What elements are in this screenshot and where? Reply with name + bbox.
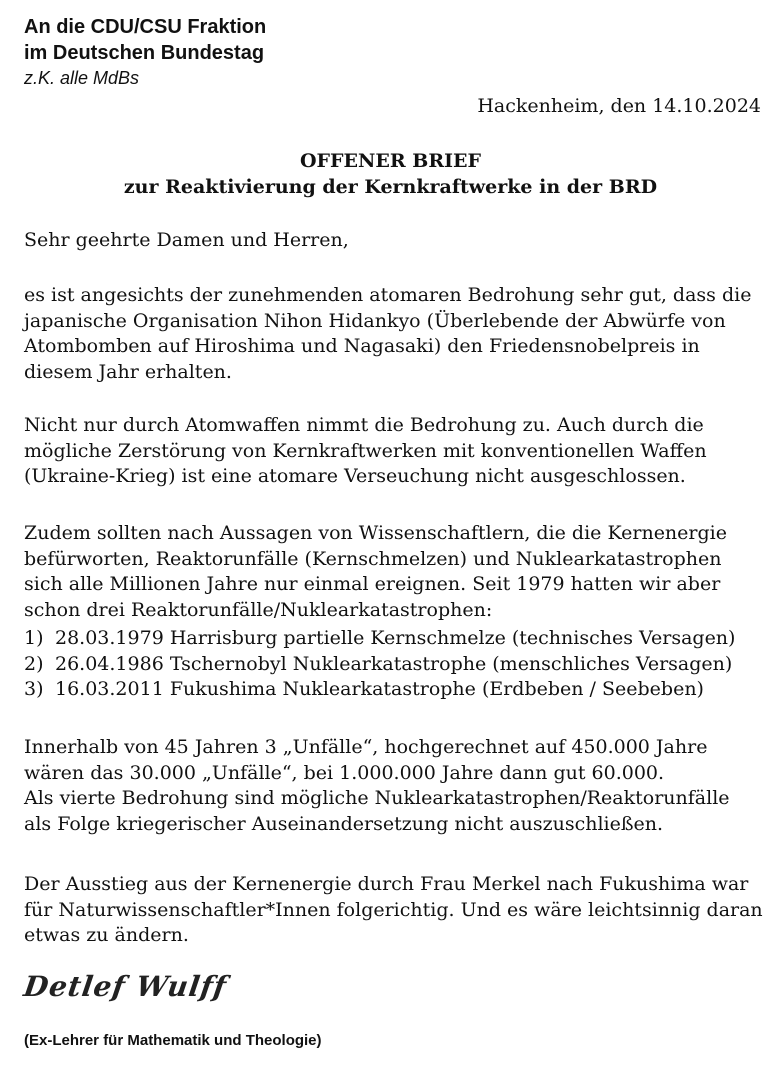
paragraph-3: Zudem sollten nach Aussagen von Wissenschaftlern, die die Kernenergie befürworten, Reaktorunfälle (Kernschmelzen) und Nuklearkatastrophen sich alle Millionen Jahre nur einmal ereignen. Seit 1979 hatten wir aber schon drei Reaktorunfälle/Nuklearkatastrophen: — [24, 522, 727, 621]
list-item-text: 28.03.1979 Harrisburg partielle Kernschmelze (technisches Versagen) — [55, 627, 736, 649]
letter-title — [0, 148, 781, 200]
list-item — [24, 626, 764, 652]
recipient-line-1: An die CDU/CSU Fraktion — [24, 16, 267, 38]
recipient-block — [24, 14, 266, 90]
recipient-line-2: im Deutschen Bundestag — [24, 42, 265, 64]
title-line-2: zur Reaktivierung der Kernkraftwerke in der BRD — [123, 176, 658, 198]
list-item-text: 16.03.2011 Fukushima Nuklearkatastrophe (Erdbeben / Seebeben) — [55, 678, 704, 700]
paragraph-1: es ist angesichts der zunehmenden atomaren Bedrohung sehr gut, dass die japanische Organisation Nihon Hidankyo (Überlebende der Abwürfe von Atombomben auf Hiroshima und Nagasaki) den Friedensnobelpreis in diesem Jahr erhalten. — [24, 284, 752, 383]
signature: Detlef Wulff — [21, 970, 229, 1003]
paragraph-4: Innerhalb von 45 Jahren 3 „Unfälle“, hochgerechnet auf 450.000 Jahre wären das 30.000 „Unfälle“, bei 1.000.000 Jahre dann gut 60.000. Als vierte Bedrohung sind mögliche Nuklearkatastrophen/Reaktorunfälle als Folge kriegerischer Auseinandersetzung nicht auszuschließen. — [24, 736, 730, 835]
salutation: Sehr geehrte Damen und Herren, — [24, 229, 349, 251]
recipient-cc: z.K. alle MdBs — [24, 68, 140, 88]
paragraph-5: Der Ausstieg aus der Kernenergie durch Frau Merkel nach Fukushima war für Naturwissenschaftler*Innen folgerichtig. Und es wäre leichtsinnig daran etwas zu ändern. — [24, 873, 763, 946]
paragraph-2: Nicht nur durch Atomwaffen nimmt die Bedrohung zu. Auch durch die mögliche Zerstörung von Kernkraftwerken mit konventionellen Waffen (Ukraine-Krieg) ist eine atomare Verseuchung nicht ausgeschlossen. — [24, 414, 707, 487]
signatory-role: (Ex-Lehrer für Mathematik und Theologie) — [24, 1032, 322, 1049]
title-line-1: OFFENER BRIEF — [300, 150, 481, 172]
list-item — [24, 652, 764, 678]
incident-list — [24, 626, 764, 703]
list-item-number: 3) — [24, 678, 44, 700]
list-item-number: 1) — [24, 627, 44, 649]
place-date: Hackenheim, den 14.10.2024 — [477, 95, 761, 117]
list-item-text: 26.04.1986 Tschernobyl Nuklearkatastrophe (menschliches Versagen) — [55, 652, 733, 675]
list-item — [24, 677, 764, 703]
list-item-number: 2) — [24, 652, 44, 675]
